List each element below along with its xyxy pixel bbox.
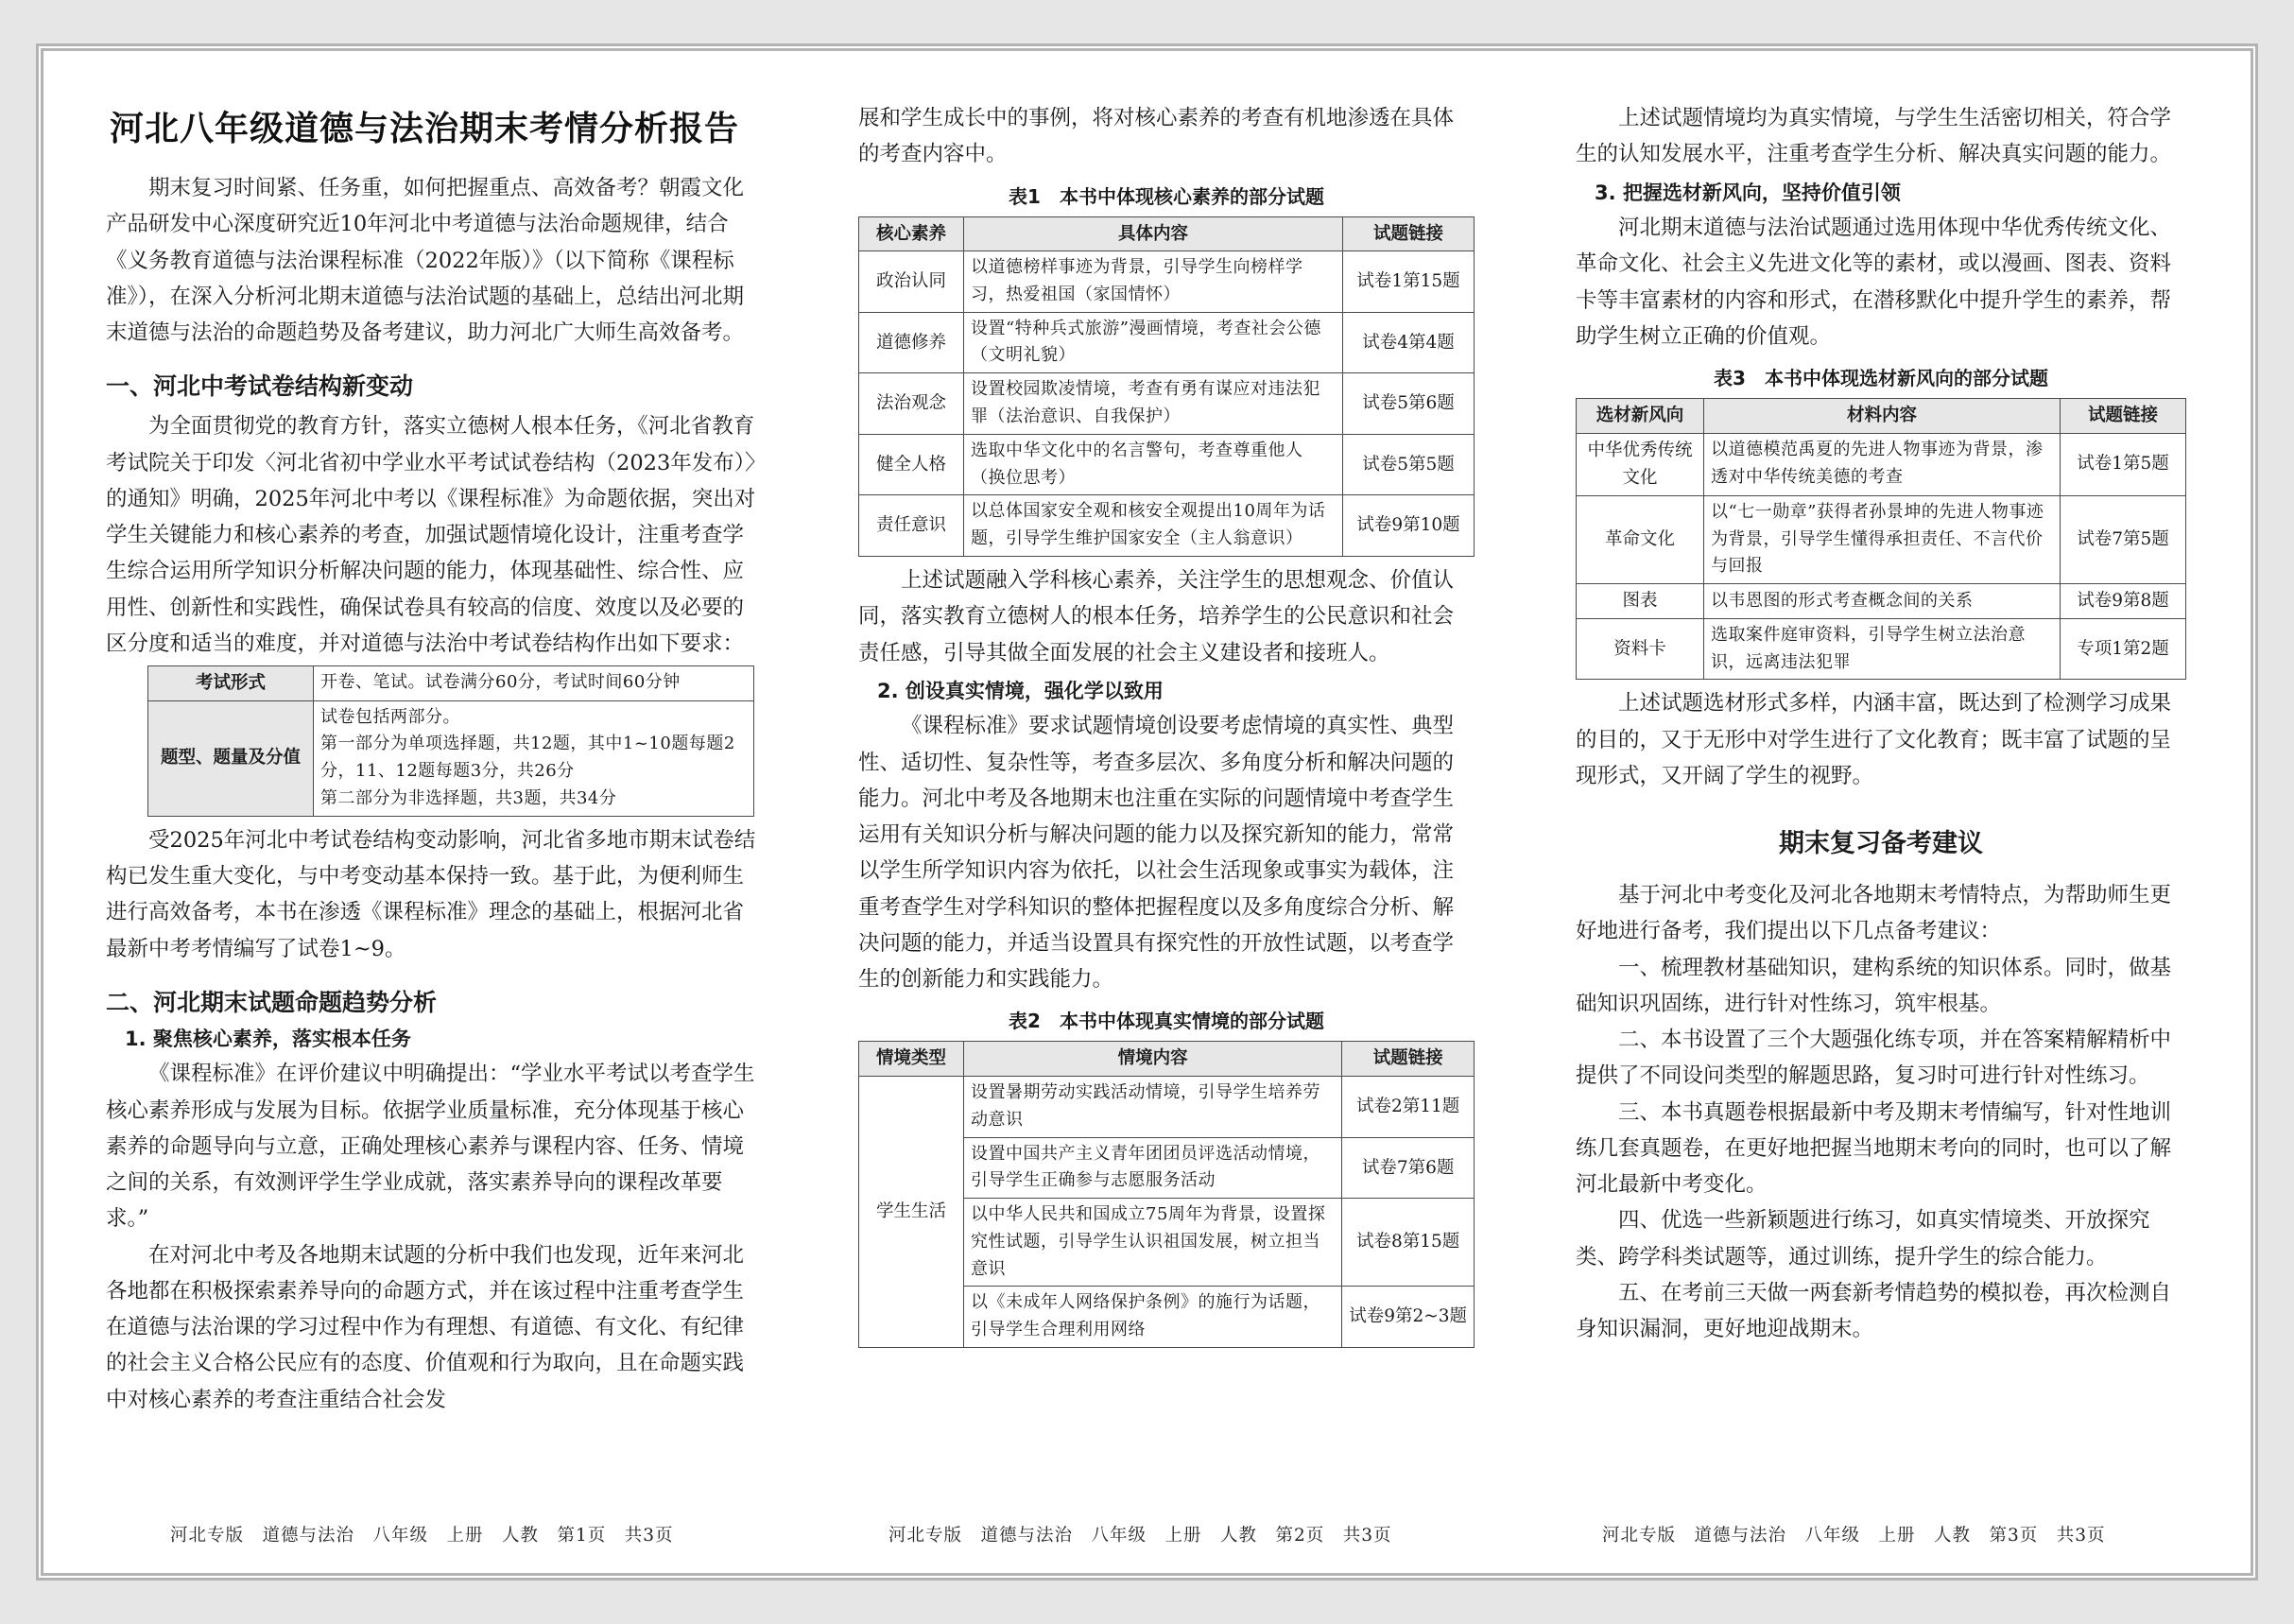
advice-item: 五、在考前三天做一两套新考情趋势的模拟卷，再次检测自身知识漏洞，更好地迎战期末。 [1576, 1280, 2172, 1341]
advice-intro: 基于河北中考变化及河北各地期末考情特点，为帮助师生更好地进行备考，我们提出以下几点备考建议： [1576, 883, 2172, 944]
exam-types-line: 第一部分为单项选择题，共12题，其中1~10题每题2分，11、12题每题3分，共26分 [320, 734, 735, 782]
table-row [859, 434, 1475, 495]
table-cell: 设置暑期劳动实践活动情境，引导学生培养劳动意识 [964, 1076, 1342, 1137]
table-row [859, 312, 1475, 373]
table-header-cell: 具体内容 [964, 216, 1343, 251]
subsection-3-paragraph-2: 上述试题选材形式多样，内涵丰富，既达到了检测学习成果的目的，又于无形中对学生进行了文化教育；既丰富了试题的呈现形式，又开阔了学生的视野。 [1576, 691, 2172, 788]
advice-item: 三、本书真题卷根据最新中考及期末考情编写，针对性地训练几套真题卷，在更好地把握当地期末考向的同时，也可以了解河北最新中考变化。 [1576, 1099, 2172, 1197]
table-cell: 以“七一勋章”获得者孙景坤的先进人物事迹为背景，引导学生懂得承担责任、不言代价与回报 [1704, 495, 2061, 583]
table-cell: 资料卡 [1577, 618, 1704, 680]
table-cell: 试卷1第5题 [2061, 433, 2186, 495]
table-header-row [1577, 399, 2186, 434]
subsection-2-paragraph-1: 《课程标准》要求试题情境创设要考虑情境的真实性、典型性、适切性、复杂性等，考查多层次、多角度分析和解决问题的能力。河北中考及各地期末也注重在实际的问题情境中考查学生运用有关知识分析与解决问题的能力以及探究新知的能力，常常以学生所学知识内容为依托，以社会生活现象或事实为载体，注重考查学生对学科知识的整体把握程度以及多角度综合分析、解决问题的能力，并适当设置具有探究性的开放性试题，以考查学生的创新能力和实践能力。 [858, 714, 1455, 993]
subsection-1-heading: 1. 聚焦核心素养，落实根本任务 [125, 1027, 411, 1050]
table-cell: 选取中华文化中的名言警句，考查尊重他人（换位思考） [964, 434, 1343, 495]
table-cell: 革命文化 [1577, 495, 1704, 583]
column-1 [106, 170, 758, 1418]
table-cell: 试卷9第8题 [2061, 584, 2186, 619]
exam-types-value [314, 700, 754, 816]
table-cell: 法治观念 [859, 373, 964, 435]
table-row [1577, 495, 2186, 583]
advice-item: 二、本书设置了三个大题强化练专项，并在答案精解精析中提供了不同设问类型的解题思路，复习时可进行针对性练习。 [1576, 1028, 2172, 1089]
table-2-caption: 表2 本书中体现真实情境的部分试题 [1009, 1010, 1324, 1033]
table-cell: 图表 [1577, 584, 1704, 619]
subsection-3-heading: 3. 把握选材新风向，坚持价值引领 [1595, 181, 1901, 204]
table-cell: 以道德榜样事迹为背景，引导学生向榜样学习，热爱祖国（家国情怀） [964, 251, 1343, 313]
advice-heading: 期末复习备考建议 [1779, 829, 1983, 859]
table-header-cell: 情境类型 [859, 1042, 964, 1077]
subsection-2-paragraph-2: 上述试题情境均为真实情境，与学生生活密切相关，符合学生的认知发展水平，注重考查学生分析、解决真实问题的能力。 [1576, 106, 2172, 167]
table-row [859, 495, 1475, 557]
table-cell: 试卷9第10题 [1343, 495, 1475, 557]
table-row [859, 373, 1475, 435]
table-cell: 道德修养 [859, 312, 964, 373]
exam-types-label: 题型、题量及分值 [148, 700, 314, 816]
table-cell: 试卷2第11题 [1342, 1076, 1475, 1137]
table-cell: 试卷7第5题 [2061, 495, 2186, 583]
table-row [148, 700, 754, 816]
section-1-paragraph-1: 为全面贯彻党的教育方针，落实立德树人根本任务，《河北省教育考试院关于印发〈河北省初中学业水平考试试卷结构（2023年发布）〉的通知》明确，2025年河北中考以《课程标准》为命题依据，突出对学生关键能力和核心素养的考查，加强试题情境化设计，注重考查学生综合运用所学知识分析解决问题的能力，体现基础性、综合性、应用性、创新性和实践性，确保试卷具有较高的信度、效度以及必要的区分度和适当的难度，并对道德与法治中考试卷结构作出如下要求： [106, 414, 756, 656]
page-footer-2: 河北专版 道德与法治 八年级 上册 人教 第2页 共3页 [888, 1526, 1392, 1546]
table-cell: 试卷7第6题 [1342, 1137, 1475, 1199]
page-footer-3: 河北专版 道德与法治 八年级 上册 人教 第3页 共3页 [1602, 1526, 2106, 1546]
section-1-paragraph-2: 受2025年河北中考试卷结构变动影响，河北省多地市期末试卷结构已发生重大变化，与中考变动基本保持一致。基于此，为便利师生进行高效备考，本书在渗透《课程标准》理念的基础上，根据河北省最新中考考情编写了试卷1~9。 [106, 827, 756, 961]
table-header-cell: 情境内容 [964, 1042, 1342, 1077]
document-title: 河北八年级道德与法治期末考情分析报告 [110, 110, 740, 148]
column-2 [858, 100, 1475, 1354]
table-cell: 设置中国共产主义青年团团员评选活动情境，引导学生正确参与志愿服务活动 [964, 1137, 1342, 1199]
table-header-row [859, 216, 1475, 251]
section-2-heading: 二、河北期末试题命题趋势分析 [106, 988, 438, 1016]
table-cell: 中华优秀传统文化 [1577, 433, 1704, 495]
table-cell: 责任意识 [859, 495, 964, 557]
table-header-cell: 试题链接 [1343, 216, 1475, 251]
exam-types-line: 试卷包括两部分。 [320, 706, 460, 727]
subsection-2-heading: 2. 创设真实情境，强化学以致用 [877, 679, 1164, 702]
table-header-cell: 试题链接 [1342, 1042, 1475, 1077]
exam-types-line: 第二部分为非选择题，共3题，共34分 [320, 787, 617, 808]
table-cell: 专项1第2题 [2061, 618, 2186, 680]
exam-form-value: 开卷、笔试。试卷满分60分，考试时间60分钟 [314, 666, 754, 701]
table-cell: 试卷1第15题 [1343, 251, 1475, 313]
table-cell: 试卷9第2~3题 [1342, 1287, 1475, 1348]
table-3-caption: 表3 本书中体现选材新风向的部分试题 [1714, 367, 2048, 389]
subsection-1-paragraph-2: 在对河北中考及各地期末试题的分析中我们也发现，近年来河北各地都在积极探索素养导向的命题方式，并在该过程中注重考查学生在道德与法治课的学习过程中作为有理想、有道德、有文化、有纪律的社会主义合格公民应有的态度、价值观和行为取向，且在命题实践中对核心素养的考查注重结合社会发 [106, 1242, 745, 1412]
subsection-1-paragraph-1: 《课程标准》在评价建议中明确提出：“学业水平考试以考查学生核心素养形成与发展为目标。依据学业质量标准，充分体现基于核心素养的命题导向与立意，正确处理核心素养与课程内容、任务、情境之间的关系，有效测评学生学业成就，落实素养导向的课程改革要求。” [106, 1062, 755, 1232]
subsection-1-paragraph-3: 上述试题融入学科核心素养，关注学生的思想观念、价值认同，落实教育立德树人的根本任务，培养学生的公民意识和社会责任感，引导其做全面发展的社会主义建设者和接班人。 [858, 568, 1455, 665]
table-cell: 学生生活 [859, 1076, 964, 1347]
table-1-caption: 表1 本书中体现核心素养的部分试题 [1009, 184, 1324, 208]
table-cell: 以中华人民共和国成立75周年为背景，设置探究性试题，引导学生认识祖国发展，树立担当意识 [964, 1199, 1342, 1287]
table-header-row [859, 1042, 1475, 1077]
table-row [1577, 433, 2186, 495]
table-header-cell: 选材新风向 [1577, 399, 1704, 434]
table-cell: 政治认同 [859, 251, 964, 313]
table-cell: 试卷5第5题 [1343, 434, 1475, 495]
table-row [1577, 618, 2186, 680]
advice-item: 四、优选一些新颖题进行练习，如真实情境类、开放探究类、跨学科类试题等，通过训练，提升学生的综合能力。 [1576, 1208, 2150, 1270]
table-2 [858, 1041, 1475, 1348]
subsection-3-paragraph-1: 河北期末道德与法治试题通过选用体现中华优秀传统文化、革命文化、社会主义先进文化等的素材，或以漫画、图表、资料卡等丰富素材的内容和形式，在潜移默化中提升学生的素养，帮助学生树立正确的价值观。 [1576, 216, 2172, 349]
table-cell: 试卷8第15题 [1342, 1199, 1475, 1287]
table-cell: 选取案件庭审资料，引导学生树立法治意识，远离违法犯罪 [1704, 618, 2061, 680]
subsection-1-paragraph-2-continued: 展和学生成长中的事例，将对核心素养的考查有机地渗透在具体的考查内容中。 [858, 106, 1455, 167]
table-header-cell: 核心素养 [859, 216, 964, 251]
column-3 [1576, 100, 2186, 1347]
table-1 [858, 216, 1475, 558]
table-cell: 试卷5第6题 [1343, 373, 1475, 435]
table-3 [1576, 398, 2186, 680]
table-cell: 以韦恩图的形式考查概念间的关系 [1704, 584, 2061, 619]
page-footer-1: 河北专版 道德与法治 八年级 上册 人教 第1页 共3页 [170, 1526, 674, 1546]
table-row [148, 666, 754, 701]
table-cell: 以《未成年人网络保护条例》的施行为话题，引导学生合理利用网络 [964, 1287, 1342, 1348]
table-cell: 设置校园欺凌情境，考查有勇有谋应对违法犯罪（法治意识、自我保护） [964, 373, 1343, 435]
table-row [1577, 584, 2186, 619]
table-header-cell: 试题链接 [2061, 399, 2186, 434]
table-cell: 设置“特种兵式旅游”漫画情境，考查社会公德（文明礼貌） [964, 312, 1343, 373]
exam-form-label: 考试形式 [148, 666, 314, 701]
table-cell: 试卷4第4题 [1343, 312, 1475, 373]
table-row [859, 251, 1475, 313]
intro-paragraph: 期末复习时间紧、任务重，如何把握重点、高效备考？朝霞文化产品研发中心深度研究近10年河北中考道德与法治命题规律，结合《义务教育道德与法治课程标准（2022年版）》（以下简称《课程标准》），在深入分析河北期末道德与法治试题的基础上，总结出河北期末道德与法治的命题趋势及备考建议，助力河北广大师生高效备考。 [106, 176, 745, 345]
advice-item: 一、梳理教材基础知识，建构系统的知识体系。同时，做基础知识巩固练，进行针对性练习，筑牢根基。 [1576, 955, 2172, 1016]
table-row [859, 1076, 1475, 1137]
table-cell: 以道德模范禹夏的先进人物事迹为背景，渗透对中华传统美德的考查 [1704, 433, 2061, 495]
section-1-heading: 一、河北中考试卷结构新变动 [106, 372, 414, 401]
exam-structure-table [147, 665, 754, 817]
table-cell: 以总体国家安全观和核安全观提出10周年为话题，引导学生维护国家安全（主人翁意识） [964, 495, 1343, 557]
table-header-cell: 材料内容 [1704, 399, 2061, 434]
table-cell: 健全人格 [859, 434, 964, 495]
